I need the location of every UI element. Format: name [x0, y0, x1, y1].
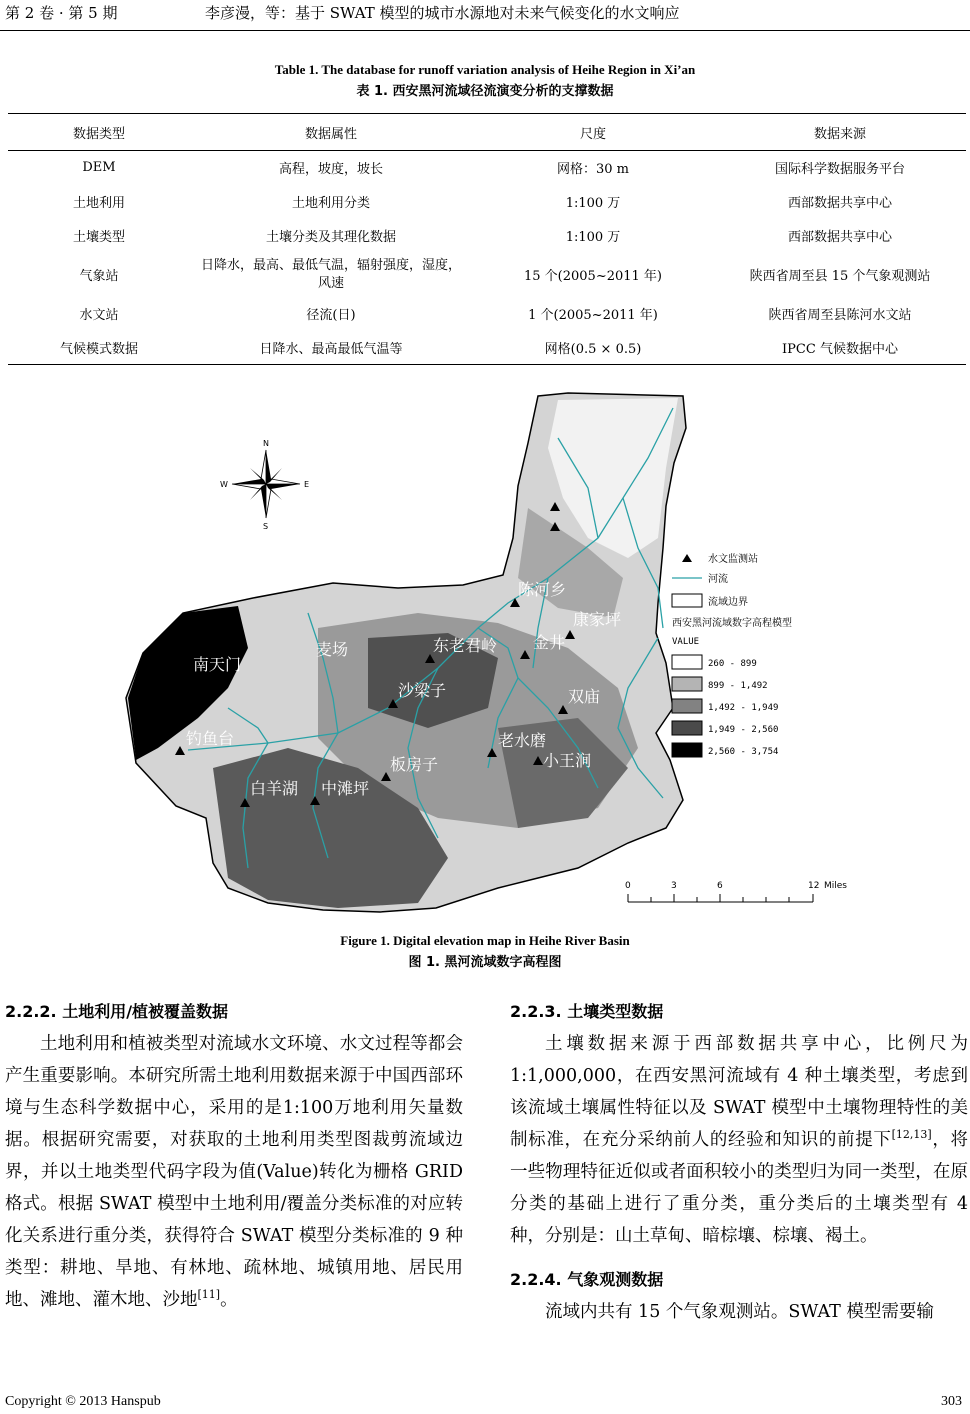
table-cell: 土地利用分类 — [291, 196, 370, 211]
compass-icon — [220, 439, 309, 531]
legend-river-label: 河流 — [708, 574, 728, 585]
legend-swatch — [672, 655, 702, 669]
legend-value-label: VALUE — [672, 637, 700, 647]
table-row — [8, 253, 966, 297]
station-label: 钓鱼台 — [186, 729, 235, 748]
scale-bar — [625, 881, 847, 902]
station-label: 老水磨 — [498, 731, 547, 750]
table-cell: 日降水、最高最低气温等 — [190, 331, 472, 365]
table-row — [8, 219, 966, 253]
table-row — [8, 151, 966, 185]
station-label: 麦场 — [316, 640, 349, 659]
table-cell: 土壤分类及其理化数据 — [265, 230, 396, 245]
legend-class-label: 2,560 - 3,754 — [708, 747, 779, 757]
station-label: 陈河乡 — [518, 580, 567, 599]
station-label: 白羊湖 — [250, 779, 299, 798]
legend-class-label: 899 - 1,492 — [708, 681, 768, 691]
dem-map-figure — [118, 388, 858, 920]
table-cell: 网格：30 m — [556, 162, 629, 178]
table-cell: 高程，坡度，坡长 — [278, 162, 383, 178]
column-header: 数据来源 — [714, 114, 966, 151]
table-cell: IPCC 气候数据中心 — [714, 331, 966, 365]
station-label: 南天门 — [193, 655, 242, 674]
table-cell: DEM — [82, 160, 116, 176]
station-label: 板房子 — [390, 755, 439, 774]
body-paragraph: 流域内共有 15 个气象观测站。SWAT 模型需要输 — [545, 1302, 934, 1322]
compass-w-label: W — [220, 480, 228, 489]
table-cell: 气象站 — [79, 269, 119, 284]
journal-volume: 第 2 卷 · 第 5 期 — [5, 4, 118, 22]
section-heading: 2.2.2. 土地利用/植被覆盖数据 — [5, 1002, 229, 1021]
legend-swatch — [672, 699, 702, 713]
legend-class-label: 1,949 - 2,560 — [708, 725, 779, 735]
running-title: 李彦漫，等：基于 SWAT 模型的城市水源地对未来气候变化的水文响应 — [205, 4, 680, 22]
table-cell: 网格(0.5 × 0.5) — [472, 331, 714, 365]
page-header — [0, 0, 970, 31]
station-label: 双庙 — [568, 687, 601, 706]
scale-tick-label: 0 — [625, 881, 631, 891]
scale-tick-label: 6 — [717, 881, 723, 891]
page-number: 303 — [941, 1394, 962, 1409]
station-label: 东老君岭 — [433, 636, 498, 655]
table-cell: 土壤类型 — [72, 230, 125, 245]
station-label: 金井 — [533, 633, 566, 652]
table-cell: 西部数据共享中心 — [787, 230, 892, 245]
dem-map — [118, 388, 858, 920]
table-cell: 土地利用 — [72, 196, 125, 211]
legend-swatch — [672, 743, 702, 757]
station-label: 小王涧 — [543, 751, 592, 770]
table-cell: 15 个(2005~2011 年) — [523, 269, 662, 284]
figure-caption-zh: 图 1. 黑河流域数字高程图 — [408, 955, 562, 970]
table-cell: 陕西省周至县 15 个气象观测站 — [749, 269, 931, 284]
legend-swatch — [672, 721, 702, 735]
compass-n-label: N — [263, 439, 269, 448]
scale-tick-label: 12 — [808, 881, 820, 891]
table-caption-zh: 表 1. 西安黑河流域径流演变分析的支撑数据 — [356, 84, 614, 99]
right-column — [510, 996, 968, 1328]
scale-unit-label: Miles — [824, 881, 847, 891]
table-cell: 1:100 万 — [565, 230, 621, 245]
station-label: 中滩坪 — [321, 779, 370, 798]
boundary-legend-icon — [672, 594, 702, 607]
table-cell: 陕西省周至县陈河水文站 — [768, 308, 912, 323]
table-row — [8, 185, 966, 219]
table-caption-en: Table 1. The database for runoff variation analysis of Heihe Region in Xi’an — [274, 62, 696, 77]
station-legend-icon — [682, 554, 692, 562]
table-cell: 水文站 — [79, 308, 119, 323]
citation-ref: [11] — [197, 1288, 221, 1302]
data-table — [8, 113, 966, 365]
map-legend — [672, 552, 792, 757]
table-row — [8, 297, 966, 331]
paragraph-text: 土地利用和植被类型对流域水文环境、水文过程等都会产生重要影响。本研究所需土地利用数据来源于中国西部环境与生态科学数据中心，采用的是1:100万地利用矢量数据。根据研究需要，对获取的土地利用类型图裁剪流域边界，并以土地类型代码字段为值(Value)转化为栅格 GRID 格式。根据 SWAT 模型中土地利用/覆盖分类标准的对应转化关系进行重分类，获得符合 SWAT 模型分类标准的 9 种类型：耕地、旱地、有林地、疏林地、城镇用地、居民用地、滩地、灌木地、沙地 — [5, 1034, 463, 1310]
citation-ref: [12,13] — [891, 1128, 932, 1142]
paragraph-text: 土壤数据来源于西部数据共享中心，比例尺为1:1,000,000，在西安黑河流域有 4 种土壤类型，考虑到该流域土壤属性特征以及 SWAT 模型中土壤物理特性的美制标准，在充分采纳前人的经验和知识的前提下 — [510, 1034, 968, 1150]
table-cell: 1:100 万 — [565, 196, 621, 211]
station-label: 沙梁子 — [398, 681, 447, 700]
column-header: 数据类型 — [8, 114, 190, 151]
legend-class-label: 260 - 899 — [708, 659, 757, 669]
body-paragraph — [510, 1028, 968, 1252]
legend-class-label: 1,492 - 1,949 — [708, 703, 779, 713]
compass-s-label: S — [263, 522, 269, 531]
paragraph-text: ，将一些物理特征近似或者面积较小的类型归为同一类型，在原分类的基础上进行了重分类，重分类后的土壤类型有 4 种，分别是：山土草甸、暗棕壤、棕壤、褐土。 — [510, 1130, 969, 1246]
table-row — [8, 331, 966, 365]
station-label: 康家坪 — [573, 610, 622, 629]
table-cell: 气候模式数据 — [8, 331, 190, 365]
table-cell: 西部数据共享中心 — [787, 196, 892, 211]
body-paragraph — [5, 1028, 463, 1316]
table-cell: 国际科学数据服务平台 — [774, 162, 905, 178]
table-cell: 径流(日) — [306, 308, 356, 323]
table-cell: 日降水，最高、最低气温，辐射强度，湿度，风速 — [200, 257, 461, 291]
section-heading: 2.2.3. 土壤类型数据 — [510, 1002, 664, 1021]
column-header: 尺度 — [472, 114, 714, 151]
scale-tick-label: 3 — [671, 881, 677, 891]
column-header: 数据属性 — [190, 114, 472, 151]
paragraph-end: 。 — [220, 1290, 238, 1310]
legend-station-label: 水文监测站 — [708, 554, 758, 565]
left-column — [5, 996, 463, 1316]
legend-dem-title: 西安黑河流域数字高程模型 — [672, 618, 792, 629]
legend-swatch — [672, 677, 702, 691]
compass-e-label: E — [304, 480, 310, 489]
figure-caption-en: Figure 1. Digital elevation map in Heihe River Basin — [340, 933, 630, 948]
legend-boundary-label: 流域边界 — [708, 597, 748, 608]
table-header-row — [8, 114, 966, 151]
copyright: Copyright © 2013 Hanspub — [5, 1394, 161, 1409]
table-cell: 1 个(2005~2011 年) — [528, 308, 658, 323]
section-heading: 2.2.4. 气象观测数据 — [510, 1270, 664, 1289]
